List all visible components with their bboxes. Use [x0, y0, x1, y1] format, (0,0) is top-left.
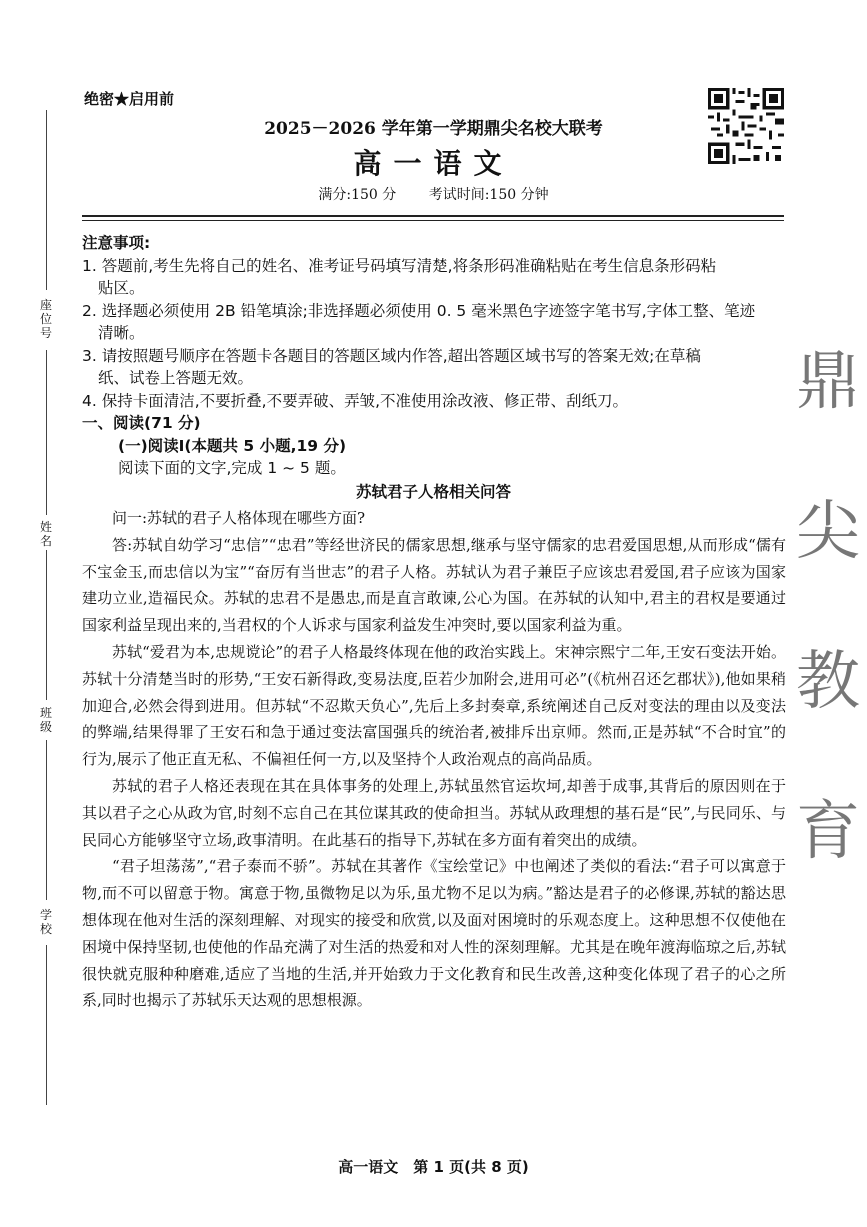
confidential-mark: 绝密★启用前: [84, 90, 175, 108]
notes-title: 注意事项:: [82, 234, 151, 252]
exam-name: 2025－2026 学年第一学期鼎尖名校大联考: [264, 119, 603, 139]
school-label: 学校: [37, 908, 55, 936]
binding-line: [46, 110, 47, 290]
watermark-char: 尖: [796, 495, 860, 569]
seat-number-label: 座位号: [37, 298, 55, 340]
header-rule-thick: [82, 215, 784, 217]
binding-line: [46, 945, 47, 1105]
binding-line: [46, 550, 47, 700]
header-rule-thin: [82, 220, 784, 221]
article-paragraph: 问一:苏轼的君子人格体现在哪些方面?: [112, 509, 366, 527]
note-text-cont: 清晰。: [98, 324, 145, 342]
watermark-char: 教: [796, 645, 860, 719]
reading-instruction: 阅读下面的文字,完成 1 ~ 5 题。: [118, 459, 346, 477]
article-paragraph: “君子坦荡荡”,“君子泰而不骄”。苏轼在其著作《宝绘堂记》中也阐述了类似的看法:“君子可以寓意于物,而不可以留意于物。寓意于物,虽微物足以为乐,虽尤物不足以为病。”豁达是君子的必修课,苏轼的豁达思想体现在他对生活的深刻理解、对现实的接受和欣赏,以及面对困境时的乐观态度上。这种思想不仅使他在困境中保持坚韧,也使他的作品充满了对生活的热爱和对人性的深刻理解。尤其是在晚年渡海临琼之后,苏轼很快就克服种种磨难,适应了当地的生活,并开始致力于文化教育和民生改善,这种变化体现了君子的心之所系,同时也揭示了苏轼乐天达观的思想根源。: [82, 857, 786, 1010]
exam-time: 考试时间:150 分钟: [428, 187, 549, 203]
qr-code-icon: [708, 88, 784, 164]
watermark-char: 鼎: [796, 345, 860, 419]
note-item: [82, 390, 790, 413]
watermark-char: 育: [796, 795, 860, 869]
note-text-cont: 纸、试卷上答题无效。: [98, 369, 254, 387]
article-body: [82, 505, 786, 1014]
note-text: 2. 选择题必须使用 2B 铅笔填涂;非选择题必须使用 0. 5 毫米黑色字迹签字笔书写,字体工整、笔迹: [82, 301, 756, 320]
note-text: 1. 答题前,考生先将自己的姓名、准考证号码填写清楚,将条形码准确粘贴在考生信息条形码粘: [82, 256, 717, 275]
note-item: [82, 345, 790, 390]
note-text-cont: 贴区。: [98, 279, 145, 297]
subsection-heading: (一)阅读Ⅰ(本题共 5 小题,19 分): [118, 436, 347, 455]
article-paragraph: 苏轼的君子人格还表现在其在具体事务的处理上,苏轼虽然官运坎坷,却善于成事,其背后的原因则在于其以君子之心从政为官,时刻不忘自己在其位谋其政的使命担当。苏轼从政理想的基石是“民”,与民同乐、与民同心方能够坚守立场,政事清明。在此基石的指导下,苏轼在多方面有着突出的成绩。: [82, 776, 786, 849]
notes-section: [82, 232, 790, 480]
name-label: 姓名: [37, 520, 55, 548]
article-paragraph: 答:苏轼自幼学习“忠信”“忠君”等经世济民的儒家思想,继承与坚守儒家的忠君爱国思想,从而形成“儒有不宝金玉,而忠信以为宝”“奋厉有当世志”的君子人格。苏轼认为君子兼臣子应该忠君爱国,君子应该为国家建功立业,造福民众。苏轼的忠君不是愚忠,而是直言敢谏,公心为国。在苏轼的认知中,君主的君权是要通过国家利益呈现出来的,当君权的个人诉求与国家利益发生冲突时,要以国家利益为重。: [82, 535, 786, 635]
subject-title: 高一语文: [353, 147, 514, 180]
article-title: 苏轼君子人格相关问答: [355, 483, 511, 501]
note-text: 3. 请按照题号顺序在答题卡各题目的答题区域内作答,超出答题区域书写的答案无效;在草稿: [82, 346, 701, 365]
page-footer: 高一语文 第 1 页(共 8 页): [338, 1158, 529, 1176]
class-label: 班级: [37, 706, 55, 734]
section-heading: 一、阅读(71 分): [82, 414, 201, 432]
full-score: 满分:150 分: [318, 187, 397, 203]
article-paragraph: 苏轼“爱君为本,忠规谠论”的君子人格最终体现在他的政治实践上。宋神宗熙宁二年,王安石变法开始。苏轼十分清楚当时的形势,“王安石新得政,变易法度,臣若少加附会,进用可必”(《杭州召还乞郡状》),他如果稍加迎合,必然会得到进用。但苏轼“不忍欺天负心”,先后上多封奏章,系统阐述自己反对变法的理由以及变法的弊端,结果得罪了王安石和急于通过变法富国强兵的统治者,被排斥出京师。然而,正是苏轼“不合时宜”的行为,展示了他正直无私、不偏袒任何一方,以及坚持个人政治观点的高尚品质。: [82, 642, 786, 769]
note-text: 4. 保持卡面清洁,不要折叠,不要弄破、弄皱,不准使用涂改液、修正带、刮纸刀。: [82, 391, 628, 410]
exam-meta: [0, 184, 867, 204]
note-item: [82, 300, 790, 345]
note-item: [82, 255, 790, 300]
binding-line: [46, 740, 47, 900]
